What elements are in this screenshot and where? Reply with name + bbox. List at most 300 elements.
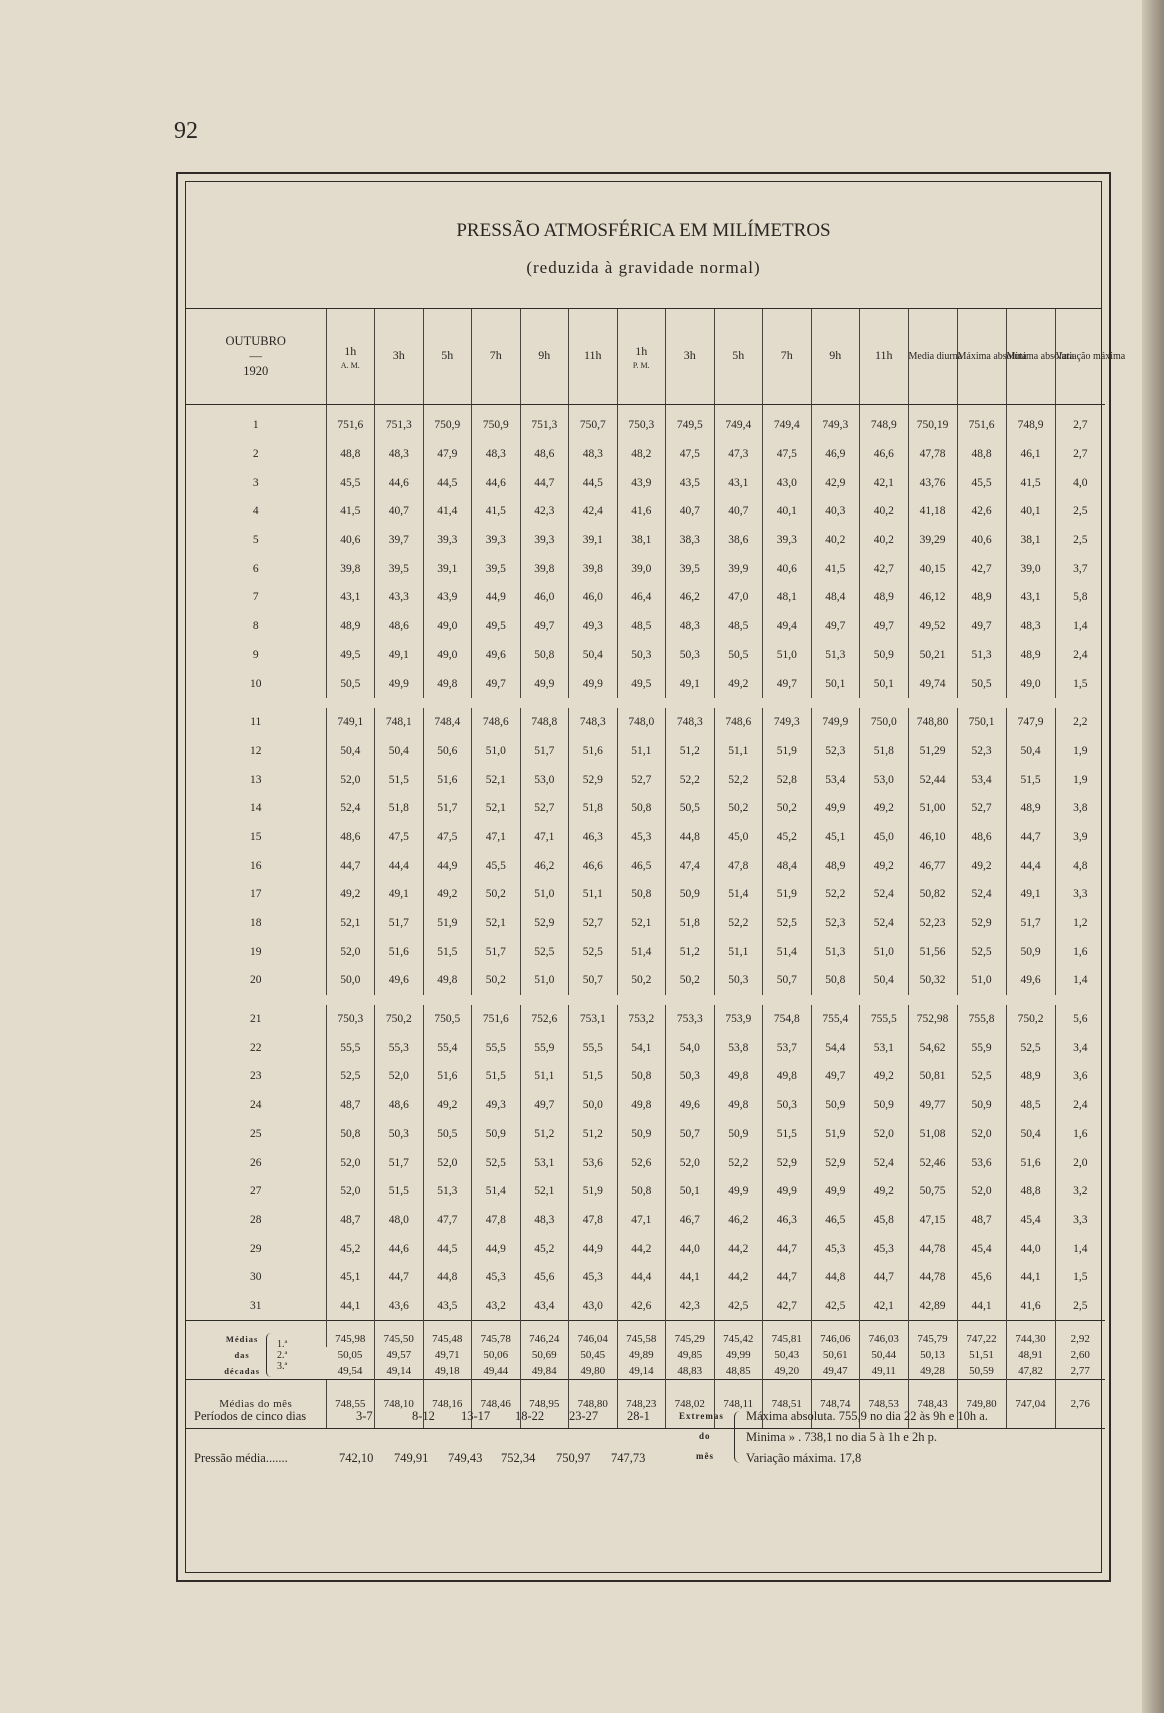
value-cell: 51,9 xyxy=(423,909,472,938)
decade-mean-value: 745,81 xyxy=(763,1321,812,1348)
value-cell: 49,6 xyxy=(1006,966,1055,995)
value-cell: 49,9 xyxy=(520,669,569,698)
value-cell: 40,3 xyxy=(811,497,860,526)
value-cell: 49,0 xyxy=(1006,669,1055,698)
value-cell: 50,3 xyxy=(763,1091,812,1120)
value-cell: 51,5 xyxy=(375,765,424,794)
value-cell: 748,6 xyxy=(714,708,763,737)
value-cell: 44,9 xyxy=(569,1234,618,1263)
value-cell: 46,0 xyxy=(569,583,618,612)
value-cell: 750,9 xyxy=(423,405,472,440)
day-cell: 12 xyxy=(250,744,262,757)
decade-gap xyxy=(186,698,1105,708)
value-cell: 50,1 xyxy=(666,1177,715,1206)
pressure-value: 742,10 xyxy=(339,1451,374,1465)
value-cell: 753,9 xyxy=(714,1005,763,1034)
value-cell: 2,5 xyxy=(1055,1292,1105,1321)
value-cell: 44,7 xyxy=(763,1263,812,1292)
value-cell: 48,9 xyxy=(860,583,909,612)
value-cell: 48,4 xyxy=(811,583,860,612)
value-cell: 50,9 xyxy=(714,1120,763,1149)
value-cell: 43,0 xyxy=(569,1292,618,1321)
table-subtitle: (reduzida à gravidade normal) xyxy=(526,258,761,277)
value-cell: 52,23 xyxy=(908,909,957,938)
value-cell: 51,6 xyxy=(569,737,618,766)
extreme-variation: Variação máxima. 17,8 xyxy=(746,1451,862,1465)
header-hour: 5h xyxy=(714,309,763,405)
value-cell: 52,44 xyxy=(908,765,957,794)
value-cell: 45,3 xyxy=(811,1234,860,1263)
decade-mean-value: 49,89 xyxy=(617,1347,666,1363)
value-cell: 51,6 xyxy=(1006,1148,1055,1177)
value-cell: 44,1 xyxy=(666,1263,715,1292)
day-cell: 4 xyxy=(252,505,259,518)
value-cell: 45,4 xyxy=(1006,1206,1055,1235)
header-month-cell xyxy=(186,309,326,405)
decade-mean-value: 50,13 xyxy=(908,1347,957,1363)
value-cell: 42,89 xyxy=(908,1292,957,1321)
value-cell: 51,3 xyxy=(811,641,860,670)
period-value: 13-17 xyxy=(461,1409,491,1423)
value-cell: 753,2 xyxy=(617,1005,666,1034)
value-cell: 2,7 xyxy=(1055,440,1105,469)
value-cell: 52,1 xyxy=(520,1177,569,1206)
table-row xyxy=(186,669,1105,698)
value-cell: 49,7 xyxy=(520,612,569,641)
periods-label: Períodos de cinco dias xyxy=(194,1409,307,1423)
value-cell: 42,5 xyxy=(714,1292,763,1321)
value-cell: 748,80 xyxy=(908,708,957,737)
day-cell: 22 xyxy=(250,1041,262,1054)
value-cell: 45,2 xyxy=(763,823,812,852)
value-cell: 43,9 xyxy=(423,583,472,612)
value-cell: 46,4 xyxy=(617,583,666,612)
table-row xyxy=(186,1148,1105,1177)
value-cell: 45,5 xyxy=(472,851,521,880)
decade-mean-value: 745,78 xyxy=(472,1321,521,1348)
value-cell: 46,1 xyxy=(1006,440,1055,469)
value-cell: 43,6 xyxy=(375,1292,424,1321)
table-row xyxy=(186,1062,1105,1091)
table-row xyxy=(186,1206,1105,1235)
value-cell: 44,1 xyxy=(1006,1263,1055,1292)
value-cell: 48,9 xyxy=(811,851,860,880)
value-cell: 48,8 xyxy=(1006,1177,1055,1206)
value-cell: 752,6 xyxy=(520,1005,569,1034)
header-hour: 9h xyxy=(811,309,860,405)
value-cell: 39,3 xyxy=(520,526,569,555)
value-cell: 52,5 xyxy=(520,937,569,966)
day-cell: 31 xyxy=(250,1299,262,1312)
value-cell: 48,0 xyxy=(375,1206,424,1235)
value-cell: 751,6 xyxy=(326,405,375,440)
decade-mean-value: 48,91 xyxy=(1006,1347,1055,1363)
decade-ordinal: 3.ª xyxy=(277,1360,288,1372)
month-mean-value: 748,74 xyxy=(811,1380,860,1429)
value-cell: 39,1 xyxy=(423,554,472,583)
page-number: 92 xyxy=(174,118,198,144)
value-cell: 41,5 xyxy=(1006,468,1055,497)
value-cell: 51,0 xyxy=(763,641,812,670)
decade-mean-value: 49,18 xyxy=(423,1363,472,1379)
value-cell: 51,0 xyxy=(520,966,569,995)
table-row xyxy=(186,937,1105,966)
value-cell: 40,6 xyxy=(957,526,1006,555)
value-cell: 39,0 xyxy=(617,554,666,583)
value-cell: 43,3 xyxy=(375,583,424,612)
value-cell: 52,0 xyxy=(957,1120,1006,1149)
value-cell: 46,2 xyxy=(714,1206,763,1235)
value-cell: 50,2 xyxy=(472,880,521,909)
value-cell: 49,5 xyxy=(617,669,666,698)
decade-mean-value: 50,69 xyxy=(520,1347,569,1363)
value-cell: 39,1 xyxy=(569,526,618,555)
month-mean-value: 748,80 xyxy=(569,1380,618,1429)
value-cell: 53,1 xyxy=(520,1148,569,1177)
value-cell: 39,0 xyxy=(1006,554,1055,583)
value-cell: 51,7 xyxy=(520,737,569,766)
value-cell: 52,3 xyxy=(957,737,1006,766)
value-cell: 3,9 xyxy=(1055,823,1105,852)
value-cell: 2,4 xyxy=(1055,641,1105,670)
value-cell: 39,8 xyxy=(326,554,375,583)
value-cell: 38,1 xyxy=(1006,526,1055,555)
value-cell: 43,2 xyxy=(472,1292,521,1321)
value-cell: 48,3 xyxy=(569,440,618,469)
value-cell: 3,7 xyxy=(1055,554,1105,583)
value-cell: 52,1 xyxy=(472,765,521,794)
month-mean-value: 748,16 xyxy=(423,1380,472,1429)
value-cell: 53,1 xyxy=(860,1033,909,1062)
value-cell: 48,5 xyxy=(714,612,763,641)
table-row xyxy=(186,468,1105,497)
value-cell: 42,5 xyxy=(811,1292,860,1321)
value-cell: 40,1 xyxy=(1006,497,1055,526)
day-cell: 11 xyxy=(250,716,262,729)
value-cell: 753,3 xyxy=(666,1005,715,1034)
value-cell: 50,8 xyxy=(811,966,860,995)
value-cell: 748,3 xyxy=(569,708,618,737)
decade-mean-value: 745,29 xyxy=(666,1321,715,1348)
value-cell: 50,5 xyxy=(326,669,375,698)
pressure-value: 752,34 xyxy=(501,1451,536,1465)
value-cell: 47,1 xyxy=(472,823,521,852)
value-cell: 50,6 xyxy=(423,737,472,766)
value-cell: 1,4 xyxy=(1055,1234,1105,1263)
value-cell: 751,3 xyxy=(375,405,424,440)
value-cell: 49,0 xyxy=(423,641,472,670)
decade-mean-value: 746,24 xyxy=(520,1321,569,1348)
day-cell: 28 xyxy=(250,1213,262,1226)
decade-mean-value: 745,48 xyxy=(423,1321,472,1348)
value-cell: 45,2 xyxy=(326,1234,375,1263)
decade-mean-value: 49,84 xyxy=(520,1363,569,1379)
value-cell: 50,4 xyxy=(860,966,909,995)
value-cell: 52,9 xyxy=(811,1148,860,1177)
month-mean-value: 748,55 xyxy=(326,1380,375,1429)
value-cell: 755,5 xyxy=(860,1005,909,1034)
value-cell: 50,8 xyxy=(617,794,666,823)
decade-mean-value: 745,42 xyxy=(714,1321,763,1348)
table-row xyxy=(186,1234,1105,1263)
value-cell: 48,3 xyxy=(472,440,521,469)
value-cell: 47,5 xyxy=(763,440,812,469)
value-cell: 48,5 xyxy=(617,612,666,641)
value-cell: 44,4 xyxy=(1006,851,1055,880)
value-cell: 44,7 xyxy=(326,851,375,880)
value-cell: 49,77 xyxy=(908,1091,957,1120)
table-row xyxy=(186,765,1105,794)
value-cell: 44,4 xyxy=(375,851,424,880)
value-cell: 42,7 xyxy=(860,554,909,583)
table-row xyxy=(186,497,1105,526)
value-cell: 45,3 xyxy=(617,823,666,852)
value-cell: 55,5 xyxy=(326,1033,375,1062)
value-cell: 51,7 xyxy=(375,1148,424,1177)
value-cell: 52,0 xyxy=(326,1148,375,1177)
value-cell: 42,6 xyxy=(617,1292,666,1321)
value-cell: 47,1 xyxy=(520,823,569,852)
value-cell: 52,1 xyxy=(617,909,666,938)
value-cell: 750,19 xyxy=(908,405,957,440)
value-cell: 52,5 xyxy=(957,1062,1006,1091)
value-cell: 45,5 xyxy=(957,468,1006,497)
value-cell: 53,7 xyxy=(763,1033,812,1062)
value-cell: 53,8 xyxy=(714,1033,763,1062)
value-cell: 52,1 xyxy=(472,909,521,938)
value-cell: 47,8 xyxy=(569,1206,618,1235)
value-cell: 51,8 xyxy=(666,909,715,938)
value-cell: 749,4 xyxy=(763,405,812,440)
value-cell: 49,2 xyxy=(860,1062,909,1091)
value-cell: 749,3 xyxy=(763,708,812,737)
value-cell: 1,9 xyxy=(1055,737,1105,766)
value-cell: 47,8 xyxy=(472,1206,521,1235)
value-cell: 49,5 xyxy=(326,641,375,670)
day-cell: 26 xyxy=(250,1156,262,1169)
value-cell: 51,5 xyxy=(763,1120,812,1149)
decade-mean-value: 50,43 xyxy=(763,1347,812,1363)
value-cell: 41,18 xyxy=(908,497,957,526)
value-cell: 44,5 xyxy=(423,468,472,497)
value-cell: 49,7 xyxy=(957,612,1006,641)
value-cell: 50,9 xyxy=(860,641,909,670)
header-hour: 3h xyxy=(375,309,424,405)
month-mean-value: 748,51 xyxy=(763,1380,812,1429)
value-cell: 44,9 xyxy=(472,583,521,612)
value-cell: 51,9 xyxy=(763,880,812,909)
day-cell: 9 xyxy=(252,648,259,661)
value-cell: 50,9 xyxy=(617,1120,666,1149)
value-cell: 49,8 xyxy=(714,1091,763,1120)
value-cell: 49,6 xyxy=(472,641,521,670)
value-cell: 50,0 xyxy=(569,1091,618,1120)
day-cell: 3 xyxy=(252,476,259,489)
table-row xyxy=(186,1005,1105,1034)
value-cell: 52,0 xyxy=(860,1120,909,1149)
value-cell: 50,2 xyxy=(666,966,715,995)
value-cell: 50,3 xyxy=(375,1120,424,1149)
value-cell: 47,9 xyxy=(423,440,472,469)
decade-gap xyxy=(186,995,1105,1005)
period-value: 8-12 xyxy=(412,1409,435,1423)
value-cell: 48,2 xyxy=(617,440,666,469)
value-cell: 44,9 xyxy=(472,1234,521,1263)
value-cell: 49,2 xyxy=(957,851,1006,880)
value-cell: 46,6 xyxy=(569,851,618,880)
value-cell: 39,5 xyxy=(472,554,521,583)
value-cell: 51,1 xyxy=(714,737,763,766)
decade-mean-value: 49,85 xyxy=(666,1347,715,1363)
value-cell: 40,1 xyxy=(763,497,812,526)
decade-mean-value: 48,83 xyxy=(666,1363,715,1379)
value-cell: 2,5 xyxy=(1055,526,1105,555)
day-cell: 7 xyxy=(252,591,259,604)
value-cell: 44,5 xyxy=(423,1234,472,1263)
value-cell: 40,2 xyxy=(811,526,860,555)
value-cell: 41,6 xyxy=(617,497,666,526)
table-row xyxy=(186,440,1105,469)
pressure-table xyxy=(186,309,1126,1429)
value-cell: 44,7 xyxy=(375,1263,424,1292)
value-cell: 2,7 xyxy=(1055,405,1105,440)
value-cell: 44,8 xyxy=(811,1263,860,1292)
value-cell: 50,9 xyxy=(811,1091,860,1120)
header-hour: 11h xyxy=(860,309,909,405)
decade-mean-value: 50,61 xyxy=(811,1347,860,1363)
table-row xyxy=(186,823,1105,852)
value-cell: 43,1 xyxy=(714,468,763,497)
value-cell: 753,1 xyxy=(569,1005,618,1034)
value-cell: 55,5 xyxy=(472,1033,521,1062)
value-cell: 49,6 xyxy=(375,966,424,995)
value-cell: 44,2 xyxy=(617,1234,666,1263)
value-cell: 45,3 xyxy=(860,1234,909,1263)
decade-mean-value: 49,54 xyxy=(337,1365,363,1378)
value-cell: 38,1 xyxy=(617,526,666,555)
value-cell: 52,9 xyxy=(569,765,618,794)
book-spine-shadow xyxy=(1142,0,1164,1713)
decade-mean-value: 745,98 xyxy=(326,1321,375,1348)
value-cell: 52,3 xyxy=(811,909,860,938)
value-cell: 47,5 xyxy=(423,823,472,852)
value-cell: 51,6 xyxy=(423,765,472,794)
value-cell: 48,3 xyxy=(375,440,424,469)
decade-mean-value: 49,28 xyxy=(908,1363,957,1379)
value-cell: 46,5 xyxy=(617,851,666,880)
value-cell: 51,5 xyxy=(375,1177,424,1206)
value-cell: 48,5 xyxy=(1006,1091,1055,1120)
header-hour: 1h A. M. xyxy=(326,309,375,405)
value-cell: 44,78 xyxy=(908,1263,957,1292)
header-media-diurna: Media diurna xyxy=(908,309,957,405)
value-cell: 39,3 xyxy=(763,526,812,555)
value-cell: 55,4 xyxy=(423,1033,472,1062)
value-cell: 52,7 xyxy=(617,765,666,794)
value-cell: 39,5 xyxy=(375,554,424,583)
value-cell: 42,6 xyxy=(957,497,1006,526)
value-cell: 52,0 xyxy=(326,765,375,794)
value-cell: 50,4 xyxy=(375,737,424,766)
value-cell: 53,4 xyxy=(811,765,860,794)
decade-mean-value: 50,06 xyxy=(472,1347,521,1363)
value-cell: 50,8 xyxy=(617,1062,666,1091)
value-cell: 748,6 xyxy=(472,708,521,737)
value-cell: 51,5 xyxy=(569,1062,618,1091)
value-cell: 45,0 xyxy=(860,823,909,852)
value-cell: 39,29 xyxy=(908,526,957,555)
value-cell: 46,7 xyxy=(666,1206,715,1235)
decade-mean-value: 2,77 xyxy=(1055,1363,1105,1379)
decade-mean-value: 50,45 xyxy=(569,1347,618,1363)
value-cell: 39,8 xyxy=(569,554,618,583)
table-row xyxy=(186,1120,1105,1149)
value-cell: 55,9 xyxy=(520,1033,569,1062)
value-cell: 47,8 xyxy=(714,851,763,880)
table-row xyxy=(186,966,1105,995)
value-cell: 42,1 xyxy=(860,1292,909,1321)
value-cell: 48,9 xyxy=(326,612,375,641)
day-cell: 16 xyxy=(250,859,262,872)
value-cell: 44,2 xyxy=(714,1263,763,1292)
value-cell: 42,9 xyxy=(811,468,860,497)
value-cell: 47,78 xyxy=(908,440,957,469)
value-cell: 42,4 xyxy=(569,497,618,526)
value-cell: 53,0 xyxy=(520,765,569,794)
value-cell: 49,7 xyxy=(472,669,521,698)
value-cell: 50,7 xyxy=(666,1120,715,1149)
decade-mean-value: 746,04 xyxy=(569,1321,618,1348)
value-cell: 48,9 xyxy=(957,583,1006,612)
value-cell: 52,6 xyxy=(617,1148,666,1177)
month-mean-value: 748,43 xyxy=(908,1380,957,1429)
value-cell: 51,29 xyxy=(908,737,957,766)
value-cell: 44,6 xyxy=(375,468,424,497)
value-cell: 751,6 xyxy=(957,405,1006,440)
month-mean-value: 748,11 xyxy=(714,1380,763,1429)
value-cell: 52,5 xyxy=(763,909,812,938)
period-value: 18-22 xyxy=(515,1409,545,1423)
value-cell: 44,5 xyxy=(569,468,618,497)
value-cell: 49,4 xyxy=(763,612,812,641)
value-cell: 52,0 xyxy=(375,1062,424,1091)
value-cell: 46,9 xyxy=(811,440,860,469)
value-cell: 43,0 xyxy=(763,468,812,497)
value-cell: 51,08 xyxy=(908,1120,957,1149)
value-cell: 50,9 xyxy=(666,880,715,909)
value-cell: 42,7 xyxy=(763,1292,812,1321)
value-cell: 51,9 xyxy=(811,1120,860,1149)
value-cell: 49,9 xyxy=(375,669,424,698)
day-cell: 19 xyxy=(250,945,262,958)
table-row xyxy=(186,1263,1105,1292)
value-cell: 52,5 xyxy=(1006,1033,1055,1062)
value-cell: 755,4 xyxy=(811,1005,860,1034)
value-cell: 51,1 xyxy=(714,937,763,966)
month-mean-value: 748,23 xyxy=(617,1380,666,1429)
value-cell: 49,7 xyxy=(811,612,860,641)
day-cell: 5 xyxy=(252,534,259,547)
day-cell: 18 xyxy=(250,917,262,930)
month-mean-value: 747,04 xyxy=(1006,1380,1055,1429)
value-cell: 50,3 xyxy=(714,966,763,995)
value-cell: 44,8 xyxy=(423,1263,472,1292)
table-row xyxy=(186,583,1105,612)
value-cell: 51,4 xyxy=(617,937,666,966)
value-cell: 4,0 xyxy=(1055,468,1105,497)
value-cell: 51,2 xyxy=(520,1120,569,1149)
value-cell: 52,5 xyxy=(957,937,1006,966)
